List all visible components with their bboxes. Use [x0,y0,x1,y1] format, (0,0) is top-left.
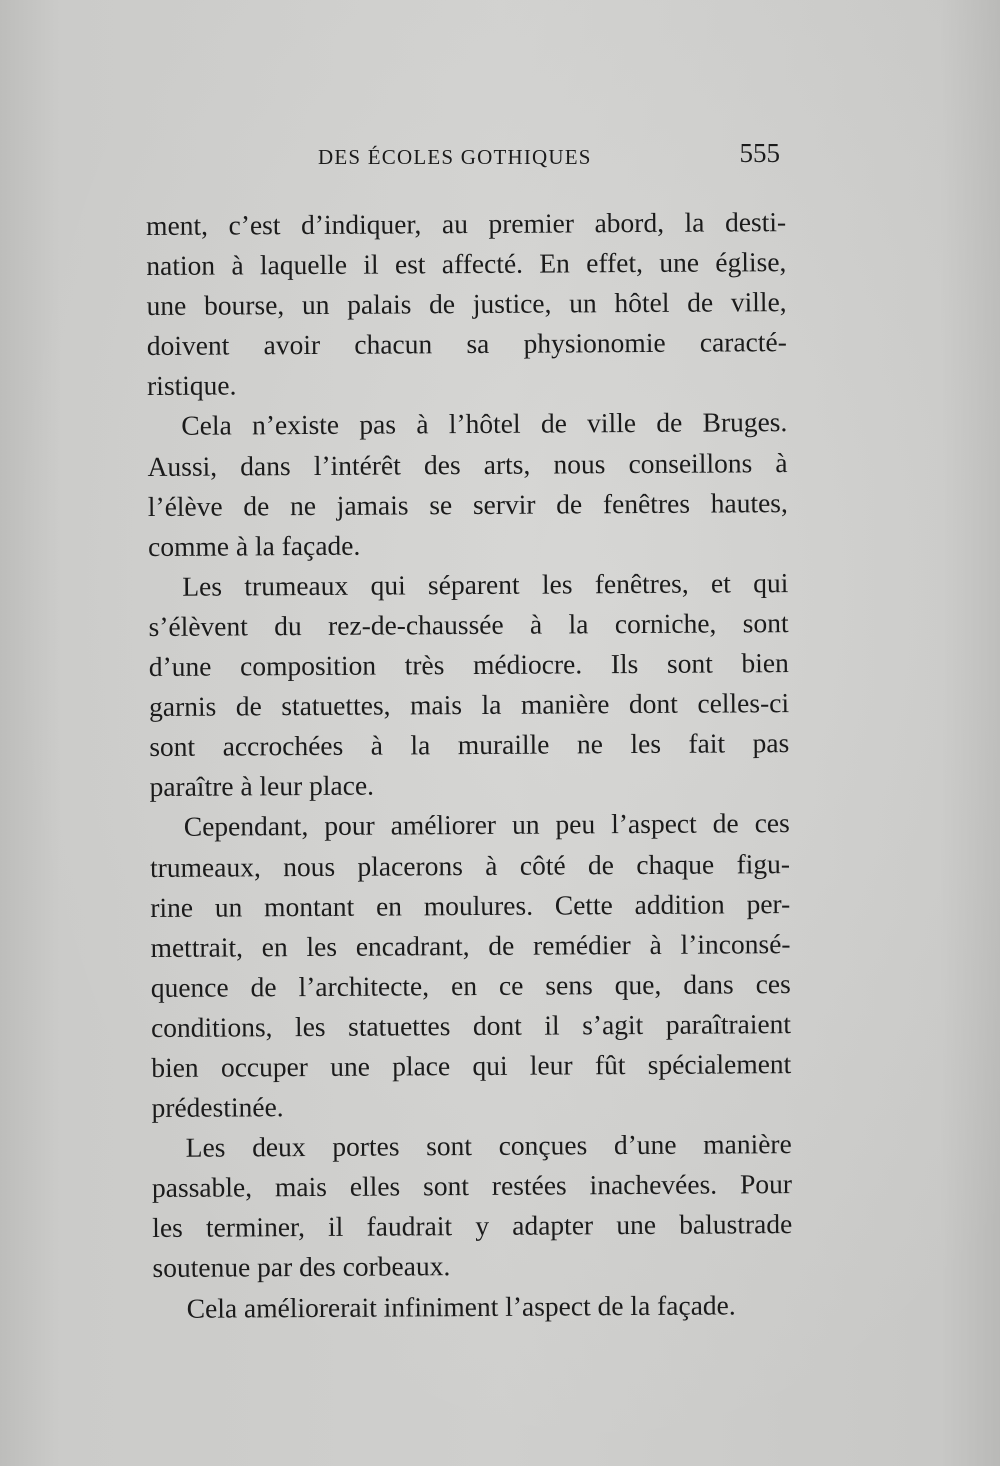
text-line: Aussi, dans l’intérêt des arts, nous conseillons à [147,446,788,482]
text-line: Les deux portes sont conçues d’une manière [185,1128,792,1163]
text-line: Cela améliorerait infiniment l’aspect de la façade. [186,1288,736,1324]
text-line: d’une composition très médiocre. Ils sont bien [148,647,789,683]
paragraph [150,803,792,1128]
page-number: 555 [739,138,780,168]
text-line: Cela n’existe pas à l’hôtel de ville de Bruges. [181,406,788,442]
paragraph [148,563,789,807]
body-text [146,202,793,1329]
paragraph [147,403,788,567]
text-line: ment, c’est d’indiquer, au premier abord, la desti- [146,206,787,241]
text-line: quence de l’architecte, en ce sens que, dans ces [150,967,791,1003]
text-line: conditions, les statuettes dont il s’agit paraîtraient [150,1007,792,1043]
text-line: une bourse, un palais de justice, un hôtel de ville, [146,286,787,322]
text-line: sont accrochées à la muraille ne les fait pas [149,727,790,763]
text-line: bien occuper une place qui leur fût spécialement [151,1048,792,1083]
text-line: mettrait, en les encadrant, de remédier à l’inconsé- [150,927,791,963]
text-line: prédestinée. [151,1091,284,1124]
text-line: comme à la façade. [147,529,361,562]
paragraph [152,1124,793,1288]
text-line: Cependant, pour améliorer un peu l’aspect de ces [183,807,790,843]
page-header [318,140,788,174]
text-line: doivent avoir chacun sa physionomie caracté- [146,326,787,362]
text-line: ristique. [147,369,237,402]
paragraph [153,1285,793,1329]
running-title: DES ÉCOLES GOTHIQUES [318,145,592,169]
text-line: Les trumeaux qui séparent les fenêtres, et qui [182,566,789,602]
text-line: nation à laquelle il est affecté. En effet, une église, [146,246,787,282]
text-line: garnis de statuettes, mais la manière dont celles-ci [148,687,790,723]
paragraph [146,202,787,406]
text-line: s’élèvent du rez-de-chaussée à la corniche, sont [148,607,789,642]
text-line: soutenue par des corbeaux. [152,1250,451,1284]
text-line: les terminer, il faudrait y adapter une balustrade [152,1208,793,1244]
text-line: rine un montant en moulures. Cette addition per- [150,887,791,923]
text-line: trumeaux, nous placerons à côté de chaque figu- [149,847,791,883]
text-line: paraître à leur place. [149,769,375,803]
text-line: l’élève de ne jamais se servir de fenêtres hautes, [147,486,788,522]
text-line: passable, mais elles sont restées inachevées. Pour [151,1168,793,1204]
